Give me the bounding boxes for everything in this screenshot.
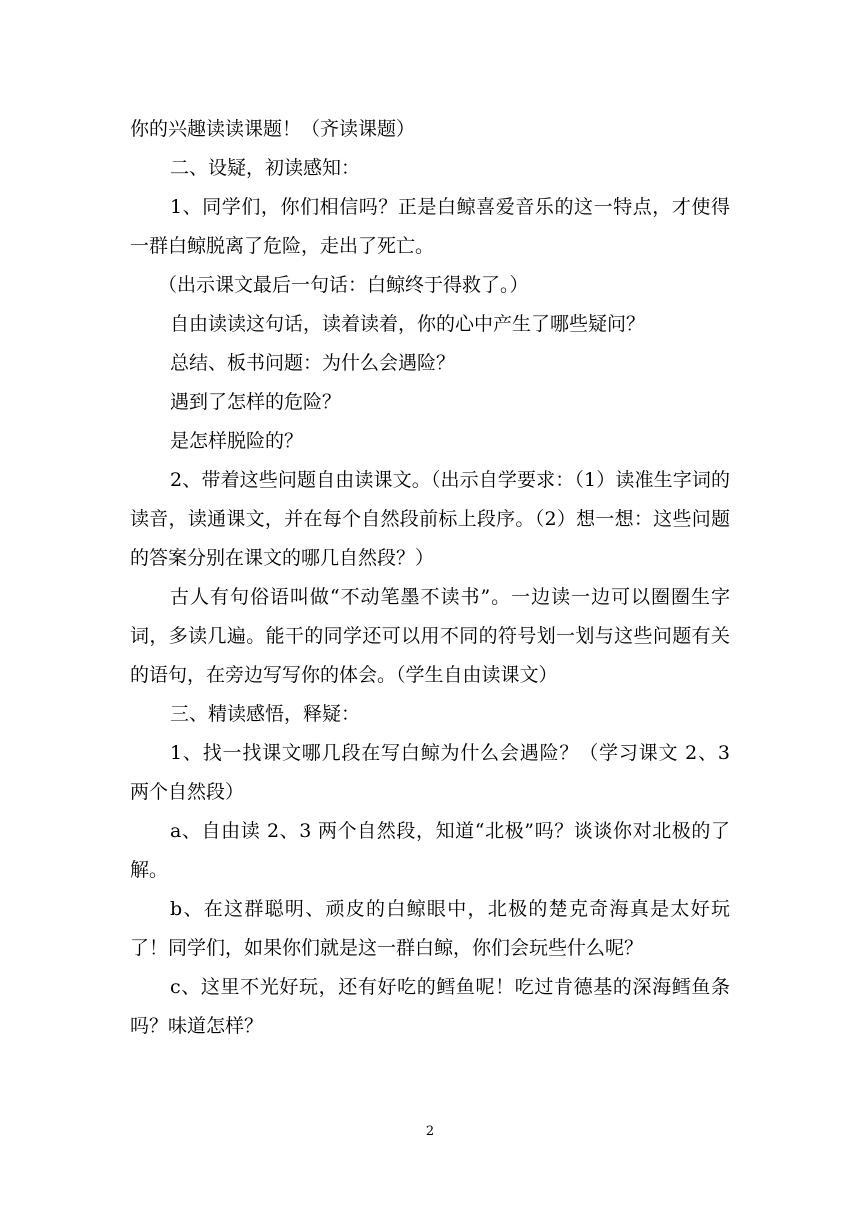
paragraph: 2、带着这些问题自由读课文。（出示自学要求：（1）读准生字词的读音，读通课文，并在每个自然段前标上段序。（2）想一想：这些问题的答案分别在课文的哪几自然段？） bbox=[130, 469, 730, 569]
paragraph: 古人有句俗语叫做“不动笔墨不读书”。一边读一边可以圈圈生字词，多读几遍。能干的同学还可以用不同的符号划一划与这些问题有关的语句，在旁边写写你的体会。（学生自由读课文） bbox=[130, 586, 730, 686]
paragraph: a、自由读 2、3 两个自然段，知道“北极”吗？谈谈你对北极的了解。 bbox=[130, 820, 730, 881]
paragraph: 1、找一找课文哪几段在写白鲸为什么会遇险？（学习课文 2、3 两个自然段） bbox=[130, 742, 730, 803]
section-heading-3: 三、精读感悟，释疑： bbox=[170, 703, 361, 725]
section-heading-2: 二、设疑，初读感知： bbox=[170, 157, 361, 179]
paragraph-note: （出示课文最后一句话：白鲸终于得救了。） bbox=[158, 274, 529, 296]
document-body bbox=[130, 110, 730, 1046]
paragraph: 遇到了怎样的危险？ bbox=[170, 391, 342, 413]
paragraph: b、在这群聪明、顽皮的白鲸眼中，北极的楚克奇海真是太好玩了！同学们，如果你们就是这一群白鲸，你们会玩些什么呢？ bbox=[130, 898, 730, 959]
paragraph-continuation: 你的兴趣读读课题！（齐读课题） bbox=[130, 118, 416, 140]
paragraph: 是怎样脱险的？ bbox=[170, 430, 304, 452]
paragraph: 自由读读这句话，读着读着，你的心中产生了哪些疑问？ bbox=[170, 313, 646, 335]
paragraph: c、这里不光好玩，还有好吃的鳕鱼呢！吃过肯德基的深海鳕鱼条吗？味道怎样？ bbox=[130, 976, 730, 1037]
paragraph: 总结、板书问题：为什么会遇险？ bbox=[170, 352, 456, 374]
page-number: 2 bbox=[425, 1124, 435, 1139]
paragraph: 1、同学们，你们相信吗？正是白鲸喜爱音乐的这一特点，才使得一群白鲸脱离了危险，走出了死亡。 bbox=[130, 196, 730, 257]
